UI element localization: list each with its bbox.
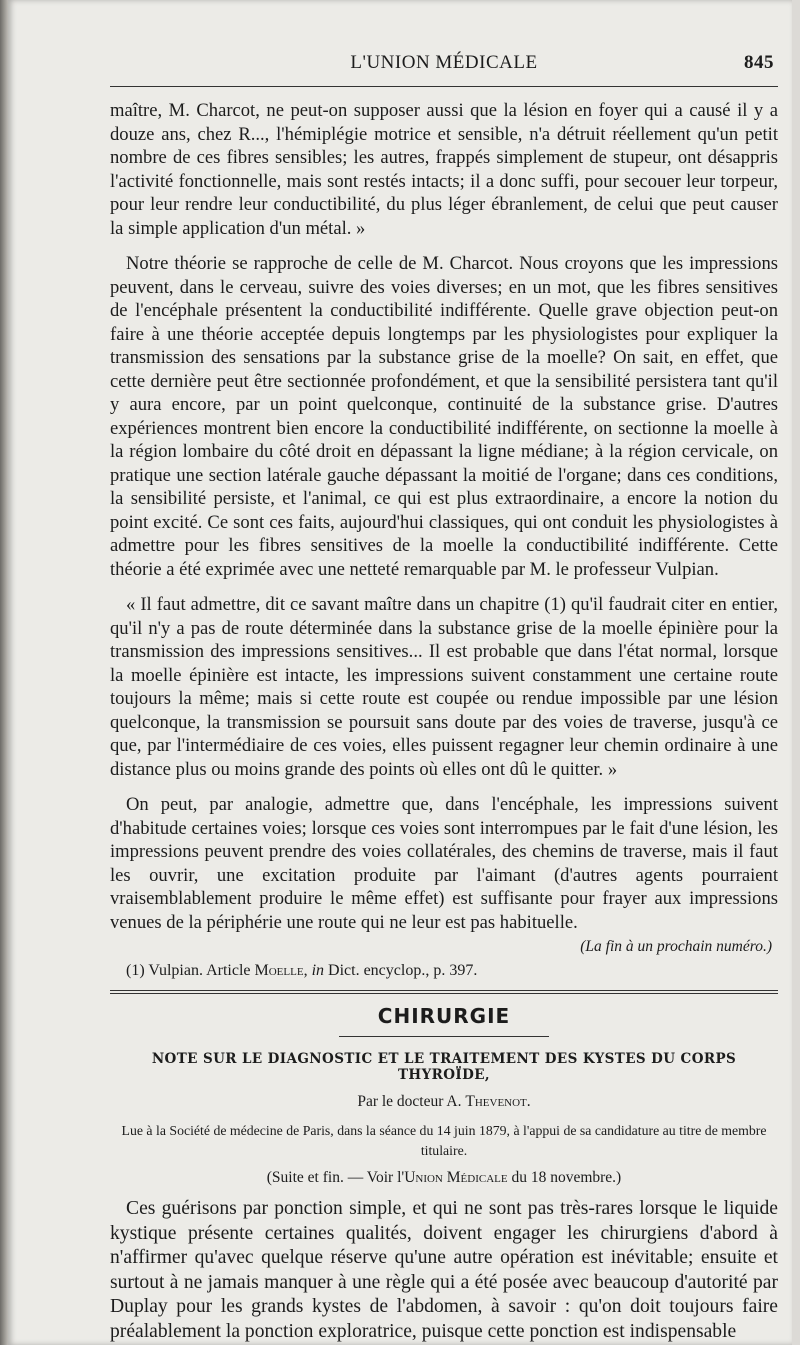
article-title: NOTE SUR LE DIAGNOSTIC ET LE TRAITEMENT DES KYSTES DU CORPS THYROÏDE, xyxy=(151,1051,737,1083)
section-heading: CHIRURGIE xyxy=(377,1004,511,1028)
paragraph-analogy: On peut, par analogie, admettre que, dans l'encéphale, les impressions suivent d'habitude certaines voies; lorsque ces voies sont interrompues par le fait d'une lésion, les impressions peuvent prendre des voies collatérales, des chemins de traverse, mais il faut les ouvrir, une excitation produite par l'aimant (d'autres agents pourraient vraisemblablement produire le même effet) est suffisante pour frayer aux impressions venues de la périphérie une route qui ne leur est pas habituelle. xyxy=(110,794,778,933)
paragraph-theory: Notre théorie se rapproche de celle de M. Charcot. Nous croyons que les impressions peuvent, dans le cerveau, suivre des voies diverses; en un mot, que les fibres sensitives de l'encéphale présentent la conductibilité indifférente. Quelle grave objection peut-on faire à une théorie acceptée depuis longtemps par les physiologistes pour expliquer la transmission des sensations par la substance grise de la moelle? On sait, en effet, que cette dernière peut être sectionnée profondément, et que la sensibilité persistera tant qu'il y aura encore, par un point quelconque, continuité de la substance grise. D'autres expériences montrent bien encore la conductibilité indifférente, on sectionne la moelle à la région lombaire du côté droit en dépassant la ligne médiane; à la région cervicale, on pratique une section latérale gauche dépassant la moitié de l'organe; dans ces conditions, la sensibilité persiste, et l'animal, ce qui est plus extraordinaire, a encore la notion du point excité. Ce sont ces faits, aujourd'hui classiques, qui ont conduit les physiologistes à admettre pour les fibres sensitives de la moelle la conductibilité indifférente. Cette théorie a été exprimée avec une netteté remarquable par M. le professeur Vulpian. xyxy=(110,253,778,580)
author-suffix: . xyxy=(526,1093,531,1110)
author-prefix: Par le docteur A. xyxy=(357,1093,466,1110)
paragraph-continued: maître, M. Charcot, ne peut-on supposer aussi que la lésion en foyer qui a causé il y a douze ans, chez R..., l'hémiplégie motrice et sensible, n'a détruit réellement qu'un petit nombre de ces fibres sensibles; les autres, frappés simplement de stupeur, ont désappris l'activité fonctionnelle, mais sont restés intacts; il a donc suffi, pour secouer leur torpeur, pour leur rendre leur conductibilité, du plus léger ébranlement, de celui que peut causer la simple application d'un métal. » xyxy=(110,100,778,239)
footnote-in: in xyxy=(311,962,325,979)
continuation-journal: Union Médicale xyxy=(404,1169,508,1186)
footnote: (1) Vulpian. Article Moelle, in Dict. encyclop., p. 397. xyxy=(126,962,478,979)
journal-title: L'UNION MÉDICALE xyxy=(350,52,538,73)
continuation-suffix: du 18 novembre.) xyxy=(507,1169,622,1186)
continuation-prefix: (Suite et fin. — Voir l' xyxy=(266,1169,405,1186)
page-number: 845 xyxy=(744,52,774,73)
footnote-suffix: Dict. encyclop., p. 397. xyxy=(324,962,478,979)
footnote-prefix: (1) Vulpian. Article xyxy=(126,962,255,979)
to-be-continued-note: (La fin à un prochain numéro.) xyxy=(580,938,772,955)
surgery-body-paragraph: Ces guérisons par ponction simple, et qui ne sont pas très-rares lorsque le liquide kystique présente certaines qualités, doivent engager les chirurgiens d'abord à n'affirmer qu'avec quelque réserve qu'une autre opération est inévitable; ensuite et surtout à ne jamais manquer à une règle qui a été posée avec beaucoup d'autorité par Duplay pour les grands kystes de l'abdomen, à savoir : qu'on doit toujours faire préalablement la ponction exploratrice, puisque cette ponction est indispensable xyxy=(110,1198,778,1342)
author-name: Thevenot xyxy=(465,1093,527,1110)
paragraph-quotation: « Il faut admettre, dit ce savant maître dans un chapitre (1) qu'il faudrait citer en entier, qu'il n'y a pas de route déterminée dans la substance grise de la moelle épinière pour la transmission des impressions sensitives... Il est probable que dans l'état normal, lorsque la moelle épinière est intacte, les impressions suivent constamment une certaine route toujours la même; mais si cette route est coupée ou rendue impossible par une lésion quelconque, la transmission se poursuit sans doute par des voies de traverse, jusqu'à ce que, par l'intermédiaire de ces voies, elles puissent regagner leur chemin ordinaire à une distance plus ou moins grande des points où elles ont dû le quitter. » xyxy=(110,594,778,780)
footnote-term: Moelle xyxy=(254,962,304,979)
section-heading-rule xyxy=(339,1036,549,1037)
author-line xyxy=(110,1093,778,1111)
section-divider xyxy=(110,990,778,994)
continuation-note xyxy=(110,1169,778,1187)
running-header xyxy=(110,50,778,80)
header-rule xyxy=(110,86,778,87)
presentation-note: Lue à la Société de médecine de Paris, dans la séance du 14 juin 1879, à l'appui de sa candidature au titre de membre titulaire. xyxy=(121,1123,767,1158)
scanned-page xyxy=(8,0,792,1345)
book-spine-shadow xyxy=(0,0,8,1345)
page-content xyxy=(110,50,778,1344)
